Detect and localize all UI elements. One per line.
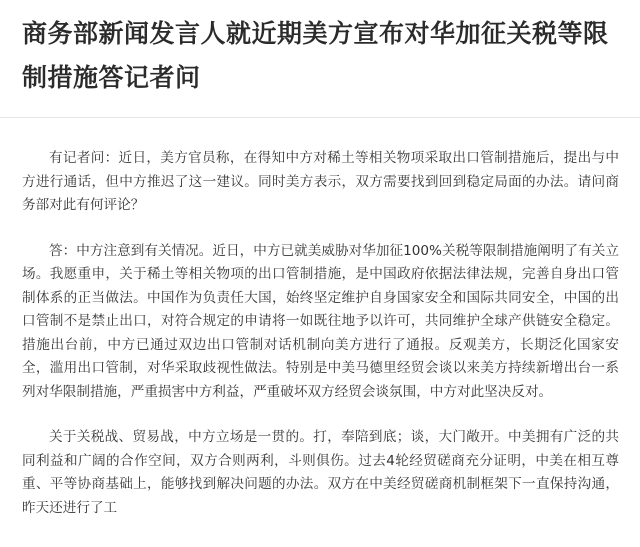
article-title: 商务部新闻发言人就近期美方宣布对华加征关税等限制措施答记者问	[22, 19, 609, 92]
paragraph-answer: 答：中方注意到有关情况。近日，中方已就美威胁对华加征100%关税等限制措施阐明了有关立场。我愿重申，关于稀土等相关物项的出口管制措施，是中国政府依据法律法规，完善自身出口管制体系的正当做法。中国作为负责任大国，始终坚定维护自身国家安全和国际共同安全，中国的出口管制不是禁止出口，对符合规定的申请将一如既往地予以许可，共同维护全球产供链安全稳定。措施出台前，中方已通过双边出口管制对话机制向美方进行了通报。反观美方，长期泛化国家安全，滥用出口管制，对华采取歧视性做法。特别是中美马德里经贸会谈以来美方持续新增出台一系列对华限制措施，严重损害中方利益，严重破坏双方经贸会谈氛围，中方对此坚决反对。	[22, 242, 619, 400]
paragraph-question: 有记者问：近日，美方官员称，在得知中方对稀土等相关物项采取出口管制措施后，提出与中方进行通话，但中方推迟了这一建议。同时美方表示，双方需要找到回到稳定局面的办法。请问商务部对此有何评论？	[22, 150, 619, 213]
article-body	[22, 147, 619, 542]
paragraph-tariff-position: 关于关税战、贸易战，中方立场是一贯的。打，奉陪到底；谈，大门敞开。中美拥有广泛的共同利益和广阔的合作空间，双方合则两利，斗则俱伤。过去4轮经贸磋商充分证明，中美在相互尊重、平等协商基础上，能够找到解决问题的办法。双方在中美经贸磋商机制框架下一直保持沟通，昨天还进行了工	[22, 429, 619, 516]
title-divider	[0, 117, 640, 118]
